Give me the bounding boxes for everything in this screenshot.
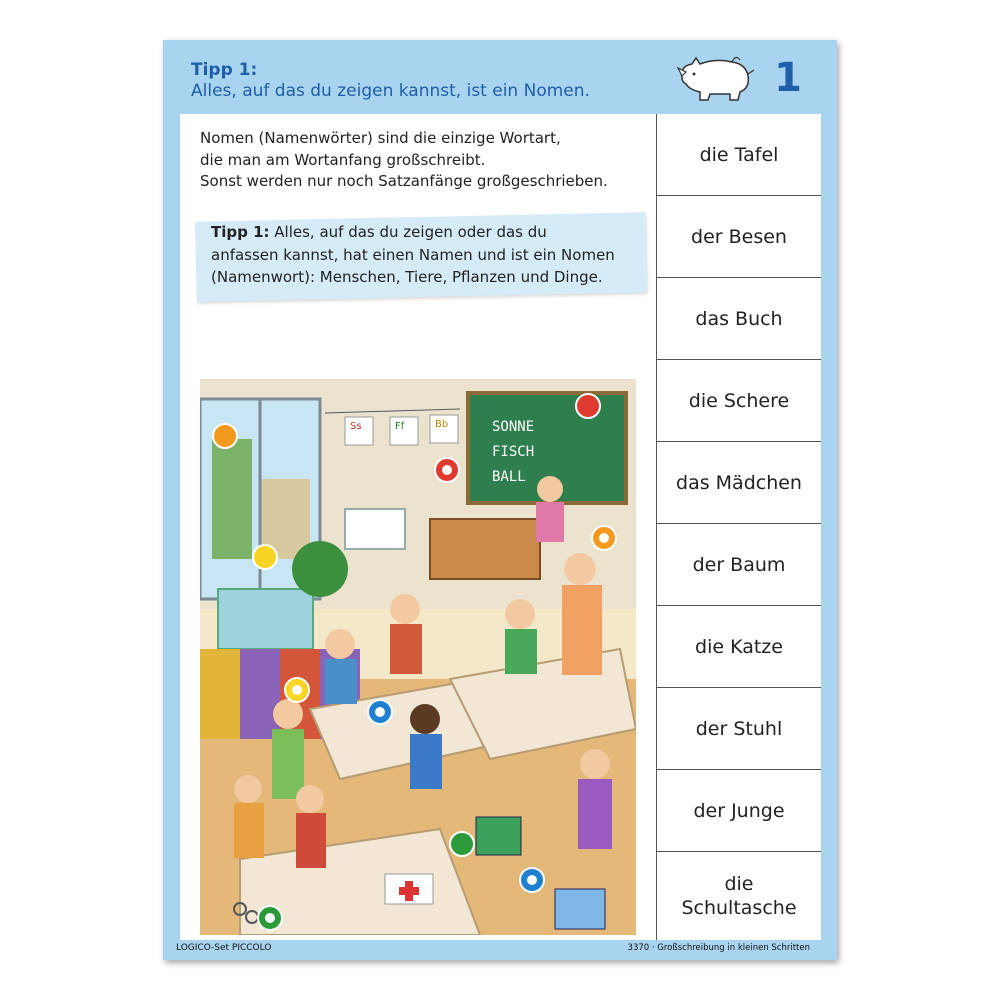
header-tip-text: Alles, auf das du zeigen kannst, ist ein Nomen. <box>191 81 590 101</box>
tip-box-label: Tipp 1: <box>211 223 270 241</box>
footer-set-name: LOGICO-Set PICCOLO <box>176 943 272 953</box>
intro-line: die man am Wortanfang großschreibt. <box>200 150 486 169</box>
board-word: BALL <box>492 469 526 485</box>
classroom-illustration <box>200 379 636 935</box>
word-card-maedchen[interactable]: das Mädchen <box>657 442 821 524</box>
tip-box-line: anfassen kannst, hat einen Namen und ist ein Nomen <box>211 245 615 264</box>
footer-product: 3370 · Großschreibung in kleinen Schritten <box>627 943 810 953</box>
marker-dot <box>213 424 237 448</box>
intro-text <box>200 128 608 193</box>
word-card-schultasche[interactable]: die Schultasche <box>681 873 797 919</box>
marker-dot-center <box>599 533 609 543</box>
word-card-junge[interactable]: der Junge <box>657 770 821 852</box>
intro-line: Sonst werden nur noch Satzanfänge großgeschrieben. <box>200 172 608 190</box>
word-card-tafel[interactable]: die Tafel <box>657 114 821 196</box>
board-word: SONNE <box>492 419 535 435</box>
marker-dot-center <box>527 875 537 885</box>
word-list <box>656 114 821 940</box>
intro-line: Nomen (Namenwörter) sind die einzige Wortart, <box>200 129 561 147</box>
word-card-stuhl[interactable]: der Stuhl <box>657 688 821 770</box>
header-tip-label: Tipp 1: <box>191 60 258 80</box>
marker-dot-center <box>292 685 302 695</box>
tip-box-line: (Namenwort): Menschen, Tiere, Pflanzen und Dinge. <box>211 268 603 286</box>
board-word: FISCH <box>492 444 535 460</box>
word-card-buch[interactable]: das Buch <box>657 278 821 360</box>
word-card-baum[interactable]: der Baum <box>657 524 821 606</box>
marker-dot-center <box>265 913 275 923</box>
word-card-schere[interactable]: die Schere <box>657 360 821 442</box>
marker-dot <box>576 394 600 418</box>
rhino-icon <box>676 52 756 104</box>
letter-card: Ff <box>395 421 405 432</box>
letter-card: Ss <box>350 421 362 432</box>
marker-dot <box>450 832 474 856</box>
letter-card: Bb <box>435 419 449 430</box>
tip-box-text <box>211 221 641 289</box>
marker-dot <box>253 545 277 569</box>
header-tip <box>191 60 590 102</box>
marker-dot-center <box>375 707 385 717</box>
marker-dot-center <box>442 465 452 475</box>
tip-box-line: Alles, auf das du zeigen oder das du <box>269 223 547 241</box>
card-number: 1 <box>774 55 802 101</box>
word-card-katze[interactable]: die Katze <box>657 606 821 688</box>
word-card-besen[interactable]: der Besen <box>657 196 821 278</box>
